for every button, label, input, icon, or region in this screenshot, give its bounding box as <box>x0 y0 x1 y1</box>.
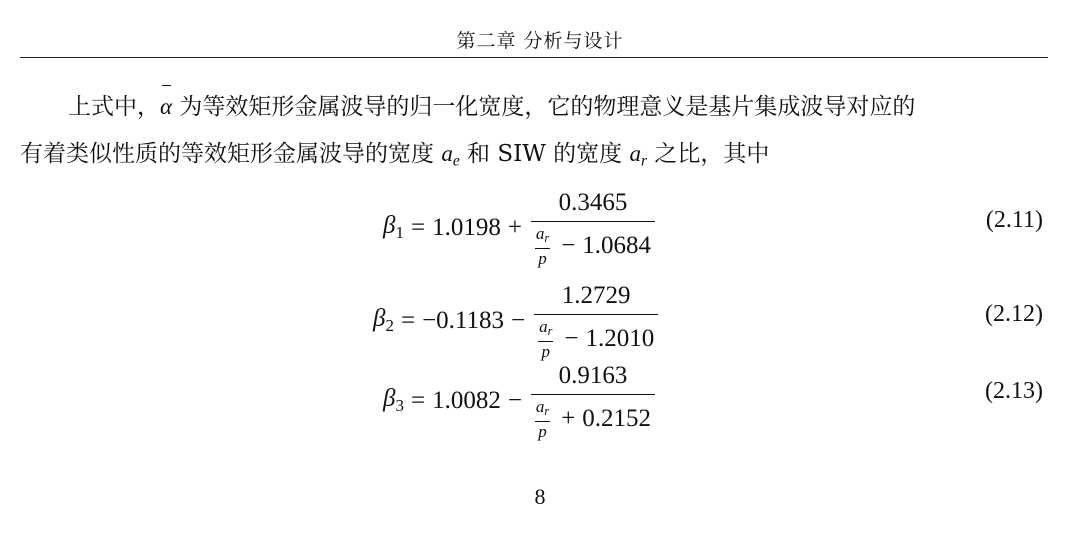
fraction-denominator <box>531 222 655 267</box>
equals-sign: = <box>400 307 416 334</box>
equation-number: (2.13) <box>985 378 1043 404</box>
fraction-numerator: 0.9163 <box>558 361 628 389</box>
equation-operator: + <box>507 214 522 241</box>
equation-2-11 <box>0 188 1080 268</box>
ratio-ar-over-p: $\frac{a_r}{p}$ <box>535 223 550 269</box>
equation-body <box>383 188 655 268</box>
body-paragraph-line-2 <box>20 129 1048 187</box>
equals-sign: = <box>410 214 426 241</box>
chapter-header: 第二章 分析与设计 <box>456 30 624 52</box>
equation-fraction <box>534 282 658 360</box>
ar-symbol: $a_r$ <box>629 141 648 170</box>
equation-body <box>373 281 658 361</box>
overline <box>162 85 171 86</box>
alpha-bar-symbol: α <box>160 82 172 132</box>
equation-operator: − <box>510 307 526 334</box>
fraction-denominator <box>534 315 658 360</box>
denominator-operator: − <box>564 324 579 352</box>
equation-2-13 <box>0 361 1080 441</box>
denominator-constant: 1.2010 <box>585 324 655 352</box>
paragraph-text: 上式中， <box>68 94 160 120</box>
equation-lhs: $\beta_1$ <box>383 212 404 243</box>
page-number: 8 <box>534 484 546 509</box>
equation-fraction <box>531 362 655 440</box>
ratio-ar-over-p: $\frac{a_r}{p}$ <box>535 396 550 442</box>
equation-lhs: $\beta_3$ <box>383 385 404 416</box>
paragraph-text: 之比，其中 <box>647 141 770 167</box>
equation-constant: 1.0082 <box>432 387 501 414</box>
paragraph-text: 和 SIW 的宽度 <box>459 141 630 167</box>
ae-symbol: $a_e$ <box>441 141 460 170</box>
equation-constant: 1.0198 <box>432 214 501 241</box>
equation-lhs: $\beta_2$ <box>373 305 394 336</box>
fraction-numerator: 1.2729 <box>561 281 631 309</box>
equation-number: (2.12) <box>985 301 1043 327</box>
ratio-ar-over-p: $\frac{a_r}{p}$ <box>539 316 553 362</box>
equation-2-12 <box>0 281 1080 361</box>
paragraph-text: 为等效矩形金属波导的归一化宽度，它的物理意义是基片集成波导对应的 <box>172 94 916 120</box>
denominator-constant: 0.2152 <box>582 404 652 432</box>
header-rule <box>20 57 1048 58</box>
equation-operator: − <box>507 387 522 414</box>
body-paragraph-line-1 <box>20 82 1048 132</box>
fraction-numerator: 0.3465 <box>558 188 628 216</box>
paragraph-text: 有着类似性质的等效矩形金属波导的宽度 <box>20 141 442 167</box>
denominator-constant: 1.0684 <box>582 231 652 259</box>
equation-body <box>383 361 655 441</box>
equation-constant: −0.1183 <box>422 307 504 334</box>
equals-sign: = <box>410 387 426 414</box>
equation-number: (2.11) <box>985 207 1043 233</box>
equation-fraction <box>531 189 655 267</box>
denominator-operator: + <box>561 404 576 432</box>
fraction-denominator <box>531 395 655 440</box>
denominator-operator: − <box>561 231 576 259</box>
